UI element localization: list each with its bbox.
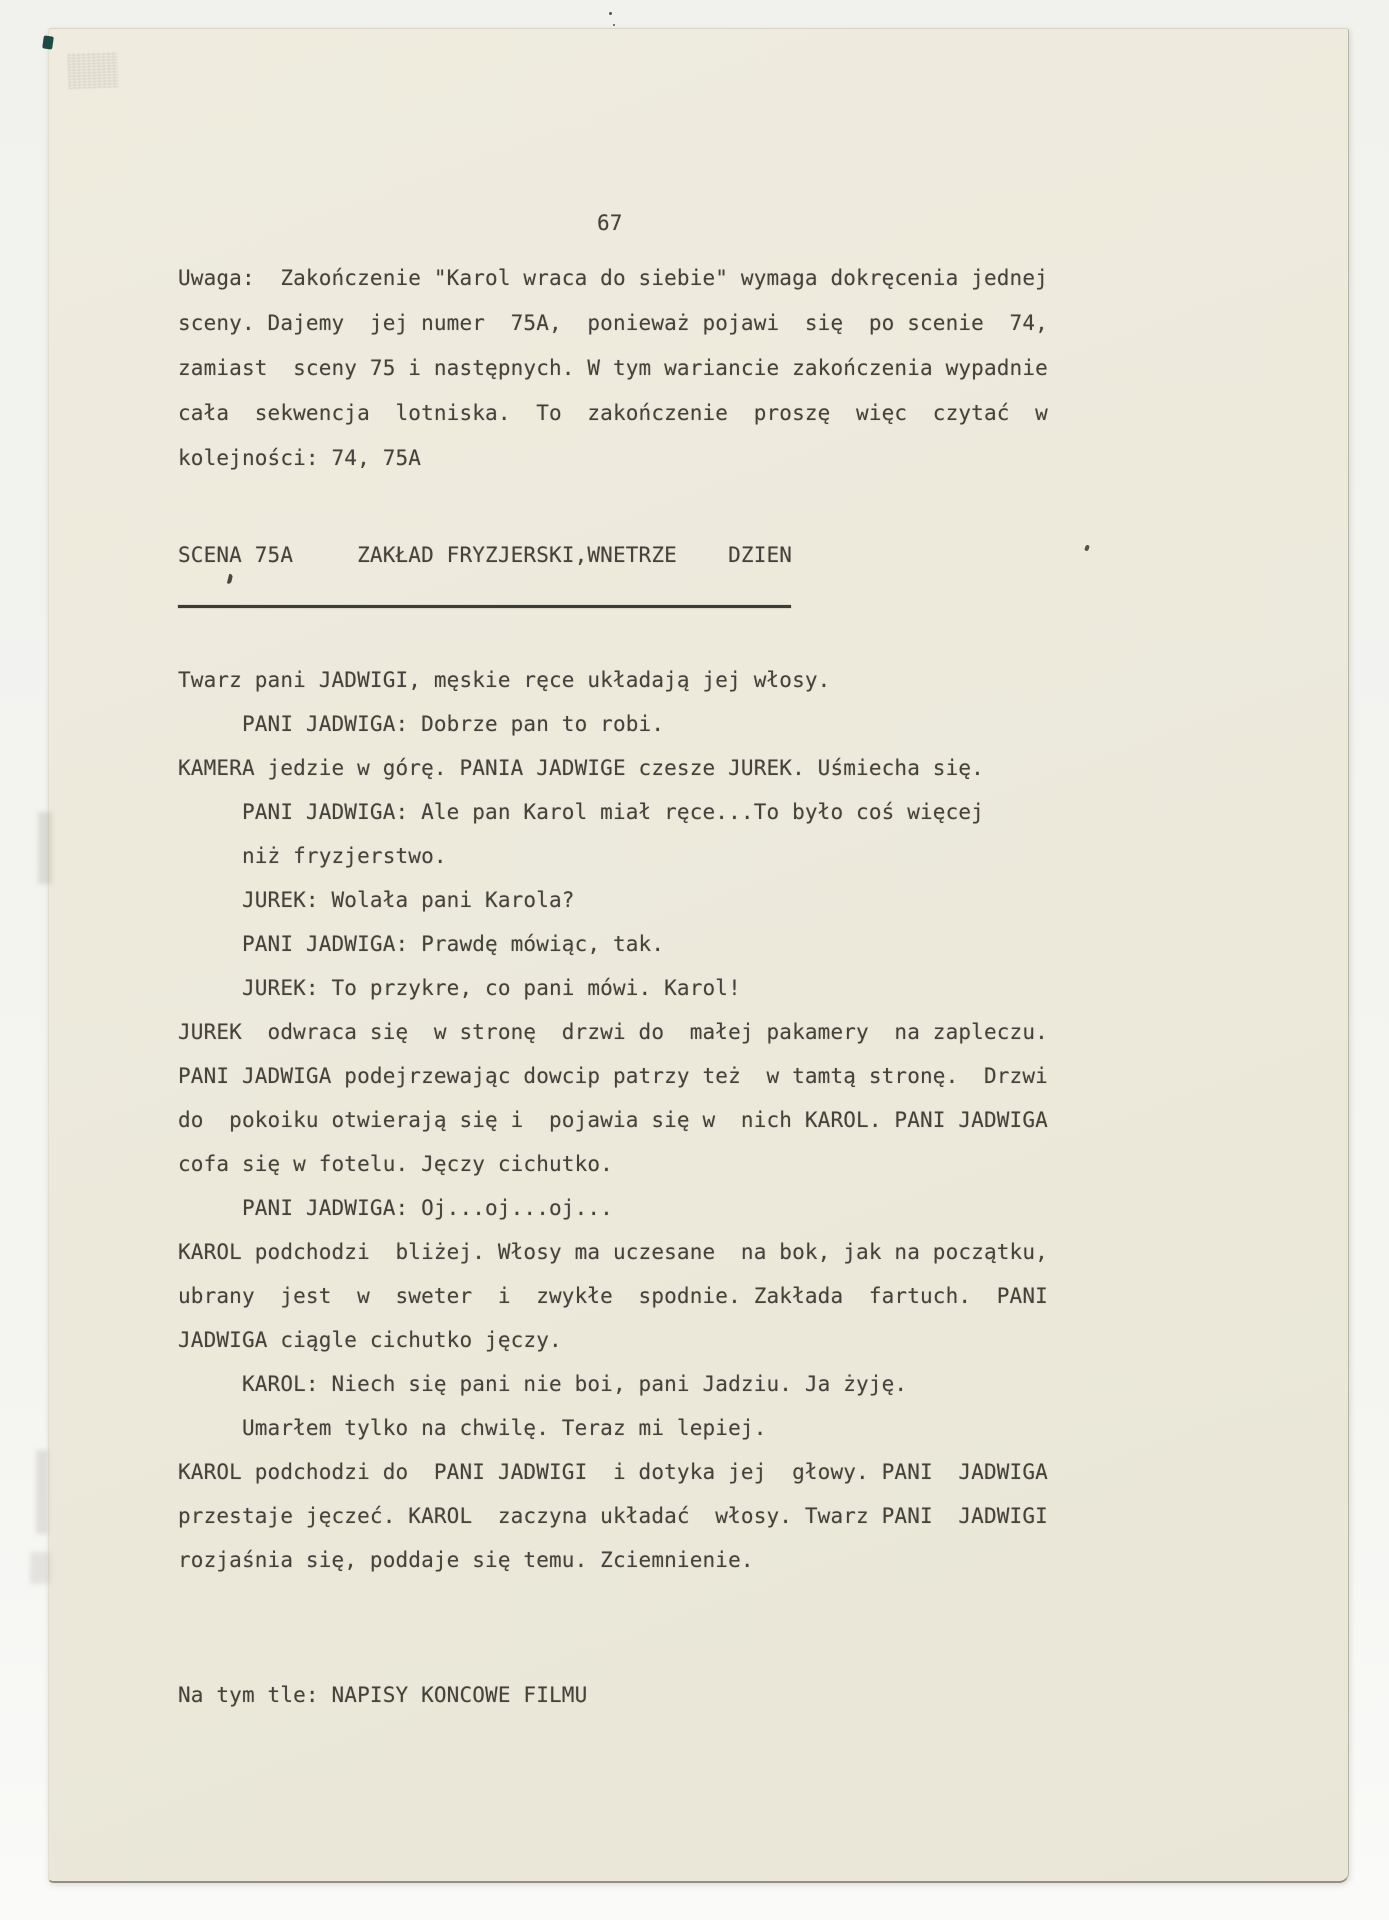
script-line: JUREK: To przykre, co pani mówi. Karol! <box>178 976 741 1000</box>
stray-speck <box>613 24 615 26</box>
script-line: do pokoiku otwierają się i pojawia się w nich KAROL. PANI JADWIGA <box>178 1108 1048 1132</box>
script-line: Twarz pani JADWIGI, męskie ręce układają jej włosy. <box>178 668 831 692</box>
script-line: JUREK: Wolała pani Karola? <box>178 888 575 912</box>
edge-smudge <box>30 1552 50 1584</box>
note-line: kolejności: 74, 75A <box>178 446 422 470</box>
note-line: Uwaga: Zakończenie "Karol wraca do siebie" wymaga dokręcenia jednej <box>178 266 1048 290</box>
page-number: 67 <box>597 211 623 235</box>
note-line: cała sekwencja lotniska. To zakończenie proszę więc czytać w <box>178 401 1048 425</box>
script-line: przestaje jęczeć. KAROL zaczyna układać włosy. Twarz PANI JADWIGI <box>178 1504 1048 1528</box>
script-line: KAROL: Niech się pani nie boi, pani Jadziu. Ja żyję. <box>178 1372 908 1396</box>
scene-heading: SCENA 75A ZAKŁAD FRYZJERSKI,WNETRZE DZIEN <box>178 543 793 567</box>
stray-speck <box>609 12 612 15</box>
production-note <box>178 256 1048 481</box>
script-line: KAROL podchodzi bliżej. Włosy ma uczesane na bok, jak na początku, <box>178 1240 1048 1264</box>
note-line: sceny. Dajemy jej numer 75A, ponieważ pojawi się po scenie 74, <box>178 311 1048 335</box>
script-line: PANI JADWIGA podejrzewając dowcip patrzy też w tamtą stronę. Drzwi <box>178 1064 1048 1088</box>
script-body <box>178 658 1048 1582</box>
script-line: ubrany jest w sweter i zwykłe spodnie. Zakłada fartuch. PANI <box>178 1284 1048 1308</box>
script-line: PANI JADWIGA: Oj...oj...oj... <box>178 1196 613 1220</box>
script-line: cofa się w fotelu. Jęczy cichutko. <box>178 1152 613 1176</box>
script-line: PANI JADWIGA: Dobrze pan to robi. <box>178 712 665 736</box>
script-line: Umarłem tylko na chwilę. Teraz mi lepiej. <box>178 1416 767 1440</box>
scene-underline <box>178 605 791 608</box>
script-line: PANI JADWIGA: Prawdę mówiąc, tak. <box>178 932 665 956</box>
script-line: KAROL podchodzi do PANI JADWIGI i dotyka jej głowy. PANI JADWIGA <box>178 1460 1048 1484</box>
script-line: JUREK odwraca się w stronę drzwi do małej pakamery na zapleczu. <box>178 1020 1048 1044</box>
end-credits-note: Na tym tle: NAPISY KONCOWE FILMU <box>178 1683 588 1707</box>
script-line: KAMERA jedzie w górę. PANIA JADWIGE czesze JUREK. Uśmiecha się. <box>178 756 984 780</box>
note-line: zamiast sceny 75 i następnych. W tym wariancie zakończenia wypadnie <box>178 356 1048 380</box>
script-line: niż fryzjerstwo. <box>178 844 447 868</box>
script-line: PANI JADWIGA: Ale pan Karol miał ręce...To było coś więcej <box>178 800 984 824</box>
script-line: JADWIGA ciągle cichutko jęczy. <box>178 1328 562 1352</box>
edge-smudge <box>36 1450 48 1534</box>
script-line: rozjaśnia się, poddaje się temu. Zciemnienie. <box>178 1548 754 1572</box>
corner-ink-mark <box>42 35 54 49</box>
